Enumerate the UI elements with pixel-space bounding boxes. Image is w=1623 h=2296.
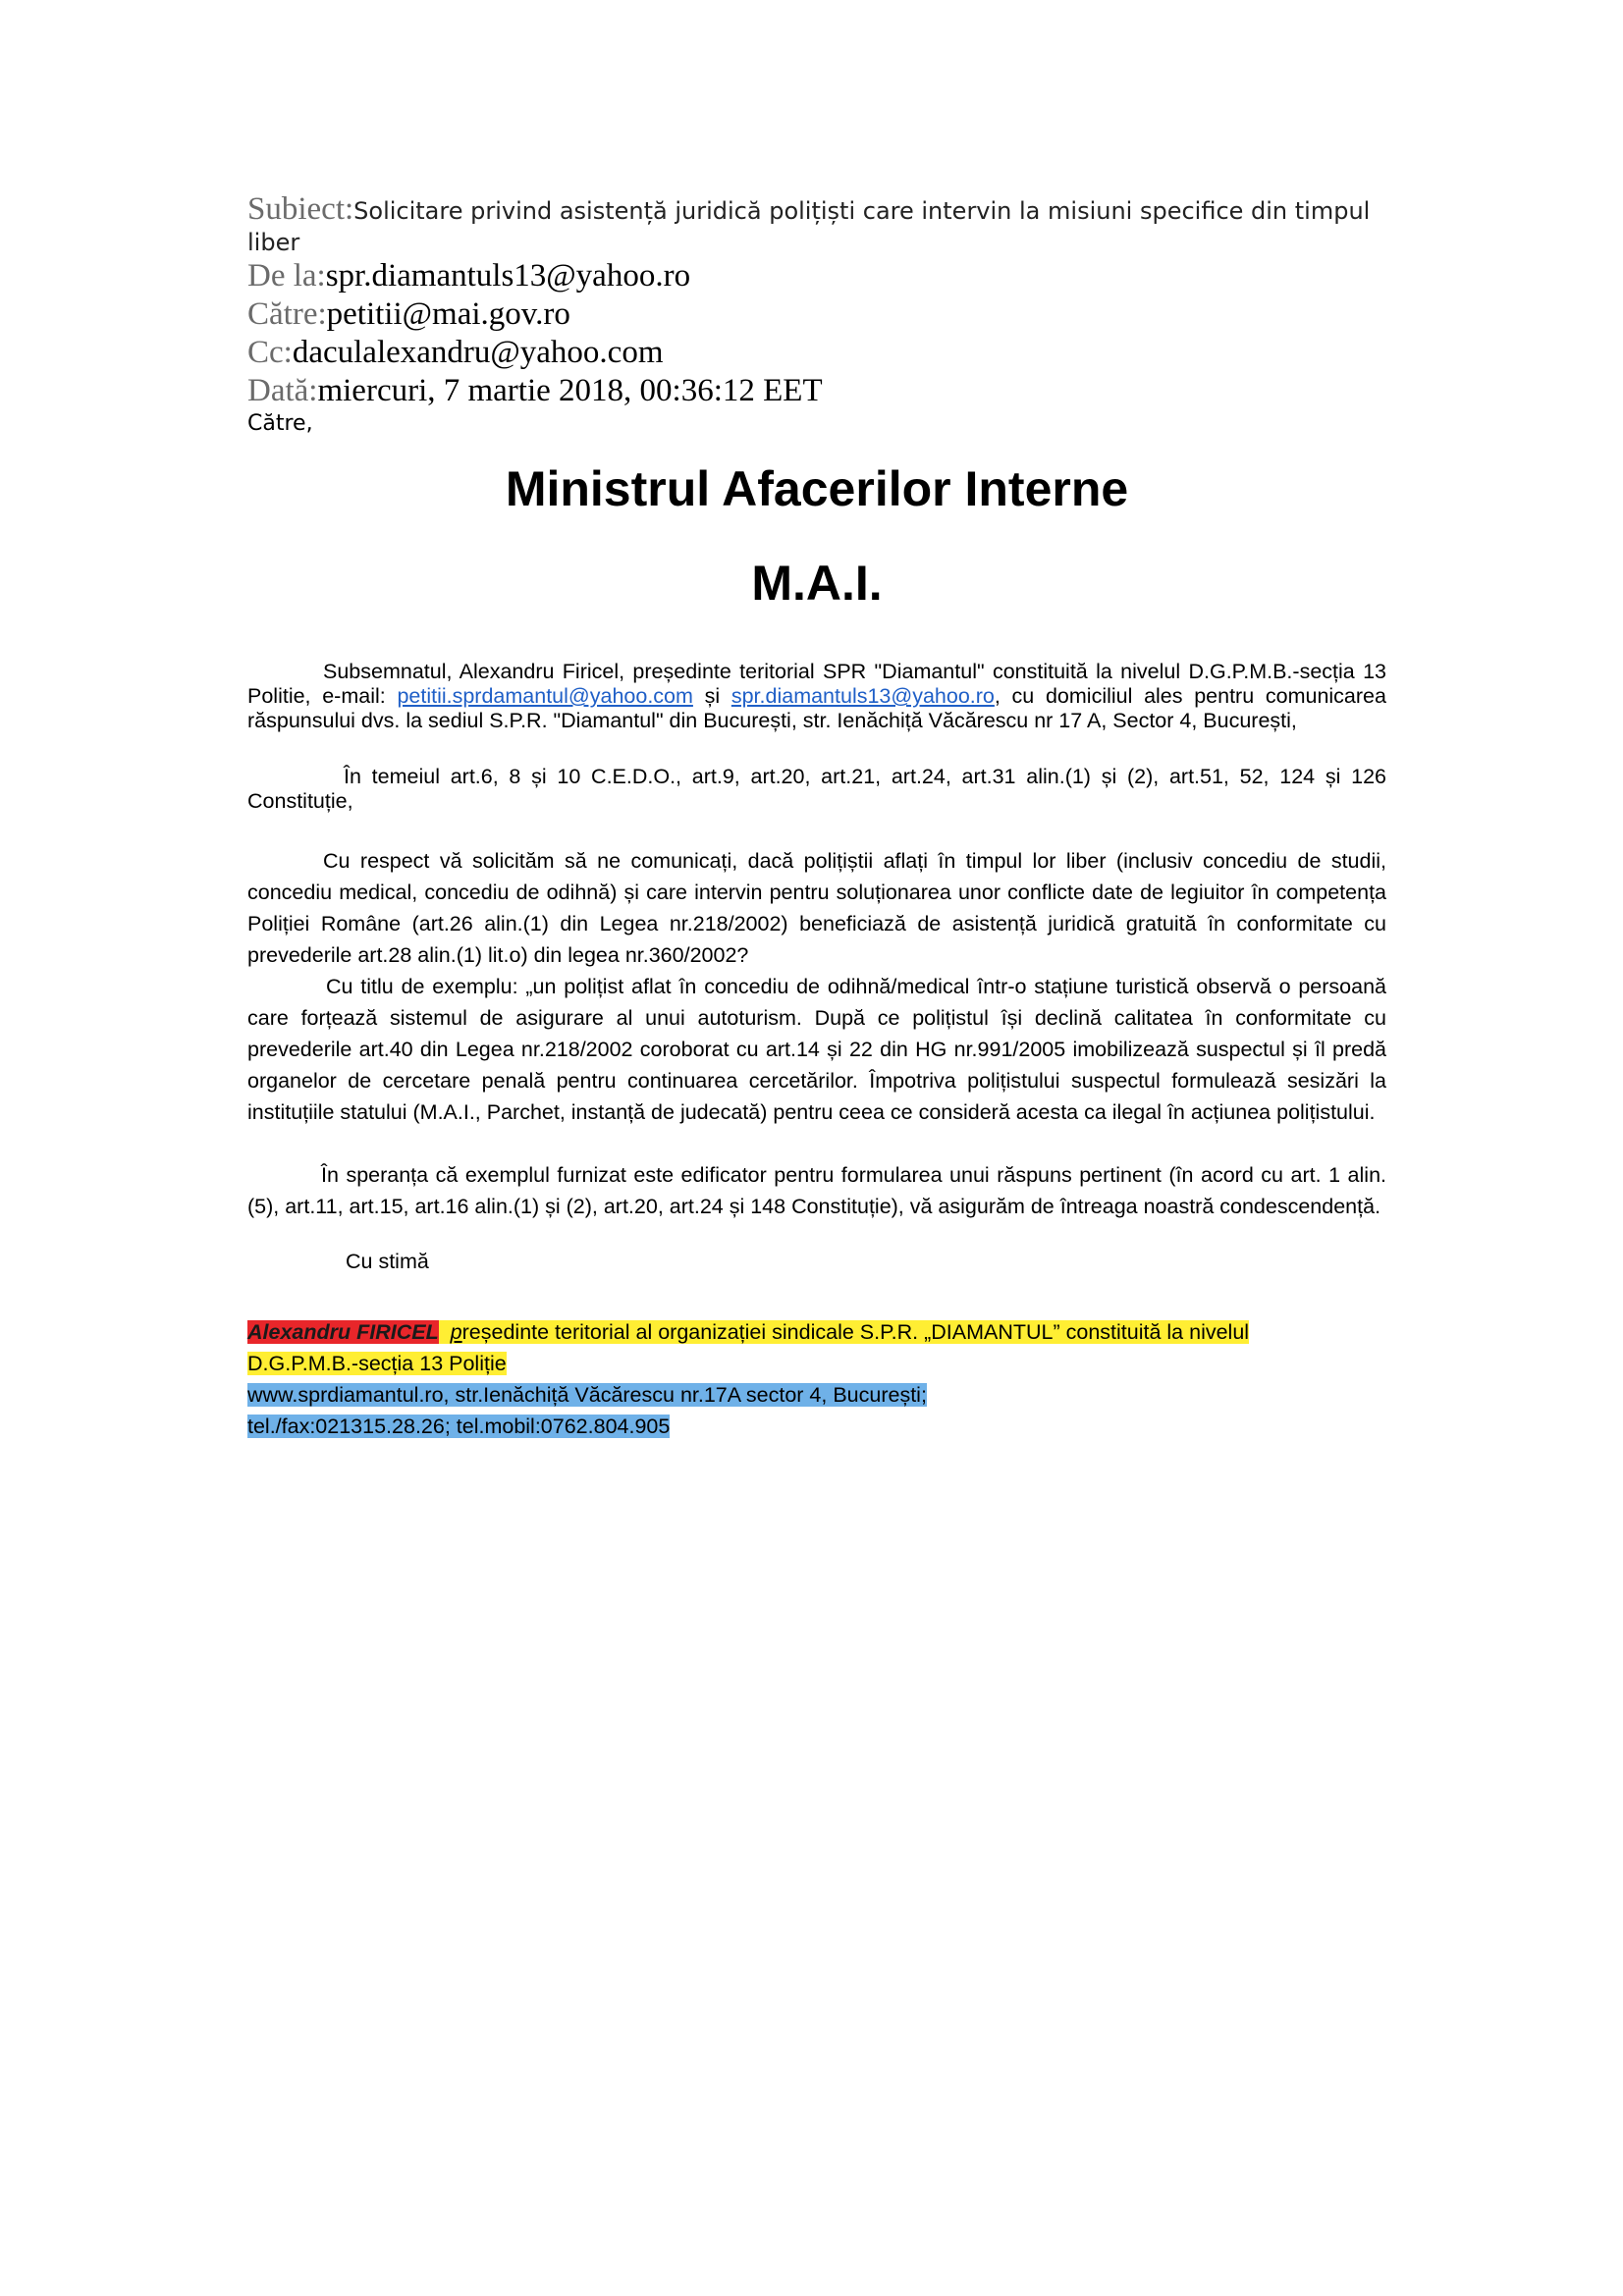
subject-value: Solicitare privind asistență juridică polițiști care intervin la misiuni specifice din timpul liber	[247, 197, 1371, 256]
from-row	[247, 257, 1386, 295]
signature-name: Alexandru FIRICEL	[247, 1320, 439, 1344]
date-row	[247, 372, 1386, 410]
email-link-petitii[interactable]: petitii.sprdamantul@yahoo.com	[397, 684, 693, 708]
date-value: miercuri, 7 martie 2018, 00:36:12 EET	[317, 373, 823, 408]
from-value: spr.diamantuls13@yahoo.ro	[325, 258, 691, 294]
signature-line-1	[247, 1316, 1386, 1348]
signature-role-text: reședinte teritorial al organizației sindicale S.P.R. „DIAMANTUL” constituită la nivelul	[461, 1320, 1250, 1344]
cc-row	[247, 334, 1386, 372]
letter-title: Ministrul Afacerilor Interne	[505, 461, 1129, 516]
signature-line-4	[247, 1411, 1386, 1442]
letter-subtitle: M.A.I.	[751, 556, 883, 611]
cc-value: daculalexandru@yahoo.com	[292, 335, 664, 370]
signature-contact-address: www.sprdiamantul.ro, str.Ienăchiță Văcărescu nr.17A sector 4, București;	[247, 1383, 927, 1407]
document-page	[247, 191, 1386, 1442]
paragraph-legal-basis: În temeiul art.6, 8 și 10 C.E.D.O., art.9, art.20, art.21, art.24, art.31 alin.(1) și (2), art.51, 52, 124 și 126 Constituție,	[247, 765, 1386, 813]
paragraph-identification	[247, 660, 1386, 733]
email-link-spr[interactable]: spr.diamantuls13@yahoo.ro	[730, 684, 995, 708]
addressee: Către,	[247, 411, 313, 436]
paragraph-example: Cu titlu de exemplu: „un polițist aflat în concediu de odihnă/medical într-o stațiune turistică observă o persoană care forțează sistemul de asigurare al unui autoturism. După ce polițistul își declină calitatea în conformitate cu prevederile art.40 din Legea nr.218/2002 coroborat cu art.14 și 22 din HG nr.991/2005 imobilizează suspectul și îl predă organelor de cercetare penală pentru continuarea cercetărilor. Împotriva polițistului suspectul formulează sesizări la instituțiile statului (M.A.I., Parchet, instanță de judecată) pentru ceea ce consideră acesta ca ilegal în acțiunea polițistului.	[247, 975, 1386, 1124]
email-header	[247, 191, 1386, 410]
paragraph-request: Cu respect vă solicităm să ne comunicați, dacă polițiștii aflați în timpul lor liber (inclusiv concediu de studii, concediu medical, concediu de odihnă) și care intervin pentru soluționarea unor conflicte date de legiuitor în competența Poliției Române (art.26 alin.(1) din Legea nr.218/2002) beneficiază de asistență juridică gratuită în conformitate cu prevederile art.28 alin.(1) lit.o) din legea nr.360/2002?	[247, 849, 1386, 967]
signature-contact-phone: tel./fax:021315.28.26; tel.mobil:0762.804.905	[247, 1415, 671, 1438]
signature-block	[247, 1316, 1386, 1442]
from-label: De la:	[247, 258, 326, 294]
closing-salutation: Cu stimă	[346, 1250, 429, 1273]
cc-label: Cc:	[247, 335, 293, 370]
signature-role-line1	[439, 1320, 1249, 1344]
paragraph-text: și	[692, 684, 731, 708]
signature-line-2	[247, 1348, 1386, 1379]
signature-line-3	[247, 1379, 1386, 1411]
paragraph-text: , cu domiciliul ales pentru comunicarea răspunsului dvs. la sediul S.P.R. "Diamantul" din București, str. Ienăchiță Văcărescu nr 17 A, Sector 4, București,	[247, 684, 1386, 732]
signature-role-initial: p	[450, 1320, 462, 1344]
subject-row	[247, 191, 1386, 257]
signature-role-line2: D.G.P.M.B.-secția 13 Poliție	[247, 1352, 507, 1375]
to-row	[247, 295, 1386, 334]
date-label: Dată:	[247, 373, 318, 408]
paragraph-closing: În speranța că exemplul furnizat este edificator pentru formularea unui răspuns pertinent (în acord cu art. 1 alin.(5), art.11, art.15, art.16 alin.(1) și (2), art.20, art.24 și 148 Constituție), vă asigurăm de întreaga noastră condescendență.	[247, 1163, 1386, 1218]
subject-label: Subiect:	[247, 191, 354, 227]
paragraph-text: Subsemnatul, Alexandru Firicel, președinte teritorial SPR "Diamantul" constituită la nivelul D.G.P.M.B.-secția 13 Politie, e-mail:	[247, 660, 1386, 708]
to-value: petitii@mai.gov.ro	[326, 296, 570, 332]
to-label: Către:	[247, 296, 327, 332]
